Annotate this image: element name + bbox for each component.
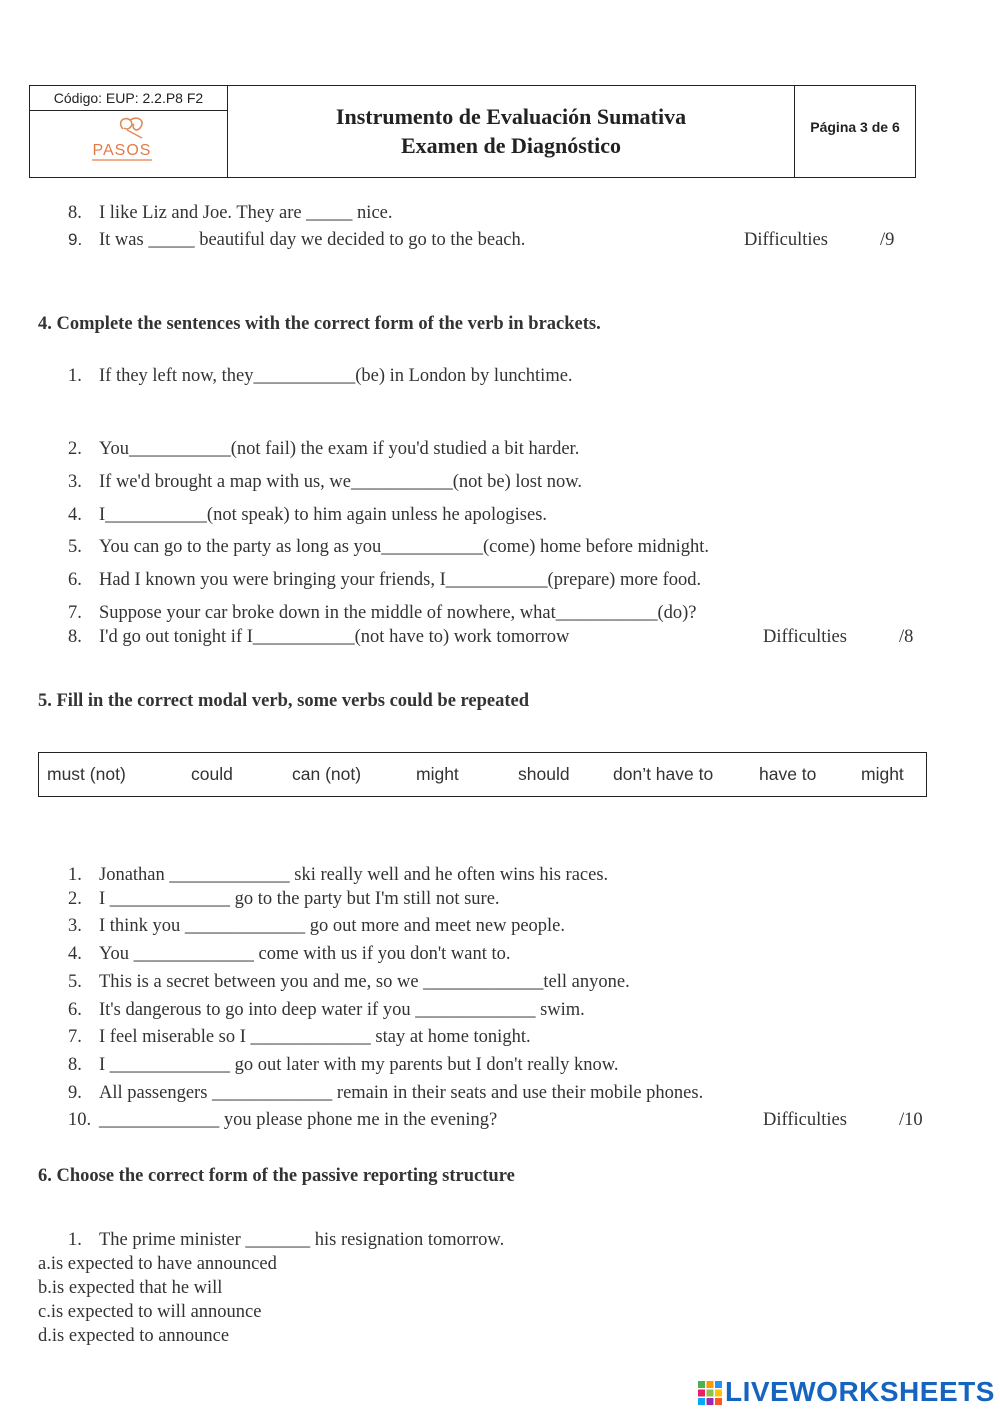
- list-item: I _____________ go to the party but I'm still not sure.: [99, 889, 500, 909]
- question-text: The prime minister _______ his resignation tomorrow.: [99, 1230, 505, 1250]
- score-total: /9: [880, 230, 895, 250]
- list-item: Suppose your car broke down in the middle of nowhere, what___________(do)?: [99, 603, 697, 623]
- word-bank-item: might: [416, 764, 459, 784]
- page-number: Página 3 de 6: [810, 119, 900, 135]
- document-title: Instrumento de Evaluación Sumativa: [335, 104, 687, 129]
- document-subtitle: Examen de Diagnóstico: [401, 133, 621, 158]
- list-item: I feel miserable so I _____________ stay at home tonight.: [99, 1027, 531, 1047]
- header-left-cell: [30, 86, 228, 177]
- list-item: All passengers _____________ remain in their seats and use their mobile phones.: [99, 1083, 704, 1103]
- difficulties-label: Difficulties: [744, 230, 828, 250]
- list-item: Had I known you were bringing your friends, I___________(prepare) more food.: [99, 570, 702, 590]
- list-item-number: 6.: [68, 1000, 82, 1020]
- list-item-number: 5.: [68, 972, 82, 992]
- answer-option-b: b.is expected that he will: [38, 1278, 223, 1298]
- word-bank-item: can (not): [292, 764, 362, 784]
- answer-option-a: a.is expected to have announced: [38, 1254, 277, 1274]
- list-item-number: 7.: [68, 603, 82, 623]
- list-item: It's dangerous to go into deep water if you _____________ swim.: [99, 1000, 585, 1020]
- list-item: Jonathan _____________ ski really well and he often wins his races.: [99, 865, 609, 885]
- list-item: You _____________ come with us if you don't want to.: [99, 944, 511, 964]
- list-item-number: 9.: [68, 1083, 82, 1103]
- pasos-logo: [30, 111, 227, 177]
- list-item-number: 8.: [68, 203, 82, 223]
- list-item-number: 8.: [68, 1055, 82, 1075]
- list-item: I___________(not speak) to him again unless he apologises.: [99, 505, 548, 525]
- list-item: I'd go out tonight if I___________(not have to) work tomorrow: [99, 627, 570, 647]
- word-bank-item: could: [191, 764, 233, 784]
- list-item: It was _____ beautiful day we decided to go to the beach.: [99, 230, 526, 250]
- list-item: You can go to the party as long as you___________(come) home before midnight.: [99, 537, 710, 557]
- list-item: This is a secret between you and me, so we _____________tell anyone.: [99, 972, 630, 992]
- document-header: [29, 85, 916, 178]
- list-item-number: 1.: [68, 366, 82, 386]
- word-bank-item: might: [861, 764, 904, 784]
- section-heading: 5. Fill in the correct modal verb, some verbs could be repeated: [38, 691, 530, 711]
- list-item: You___________(not fail) the exam if you'd studied a bit harder.: [99, 439, 580, 459]
- list-item-number: 9.: [68, 230, 83, 249]
- liveworksheets-icon: [697, 1380, 723, 1406]
- difficulties-label: Difficulties: [763, 1110, 847, 1130]
- section-heading: 6. Choose the correct form of the passive reporting structure: [38, 1166, 515, 1186]
- list-item: I like Liz and Joe. They are _____ nice.: [99, 203, 393, 223]
- list-item: I think you _____________ go out more and meet new people.: [99, 916, 566, 936]
- word-bank-item: have to: [759, 764, 817, 784]
- list-item-number: 1.: [68, 865, 82, 885]
- list-item-number: 2.: [68, 889, 82, 909]
- score-total: /10: [899, 1110, 923, 1130]
- header-title-cell: [228, 86, 795, 177]
- list-item-number: 10.: [68, 1110, 92, 1130]
- list-item-number: 4.: [68, 944, 82, 964]
- list-item-number: 8.: [68, 627, 82, 647]
- list-item: I _____________ go out later with my parents but I don't really know.: [99, 1055, 619, 1075]
- brand-text: LIVEWORKSHEETS: [725, 1376, 995, 1407]
- word-bank-item: must (not): [47, 764, 126, 784]
- section-heading: 4. Complete the sentences with the correct form of the verb in brackets.: [38, 314, 601, 334]
- list-item-number: 2.: [68, 439, 82, 459]
- list-item-number: 3.: [68, 916, 82, 936]
- list-item-number: 4.: [68, 505, 82, 525]
- list-item: If they left now, they___________(be) in London by lunchtime.: [99, 366, 573, 386]
- word-bank: [38, 752, 927, 797]
- list-item: If we'd brought a map with us, we___________(not be) lost now.: [99, 472, 583, 492]
- difficulties-label: Difficulties: [763, 627, 847, 647]
- word-bank-item: don’t have to: [613, 764, 714, 784]
- list-item-number: 3.: [68, 472, 82, 492]
- question-number: 1.: [68, 1230, 82, 1250]
- list-item: _____________ you please phone me in the evening?: [99, 1110, 498, 1130]
- answer-option-c: c.is expected to will announce: [38, 1302, 262, 1322]
- answer-option-d: d.is expected to announce: [38, 1326, 230, 1346]
- document-code: Código: EUP: 2.2.P8 F2: [30, 86, 227, 111]
- word-bank-item: should: [518, 764, 570, 784]
- logo-text: PASOS: [92, 142, 152, 159]
- list-item-number: 7.: [68, 1027, 82, 1047]
- score-total: /8: [899, 627, 914, 647]
- list-item-number: 6.: [68, 570, 82, 590]
- list-item-number: 5.: [68, 537, 82, 557]
